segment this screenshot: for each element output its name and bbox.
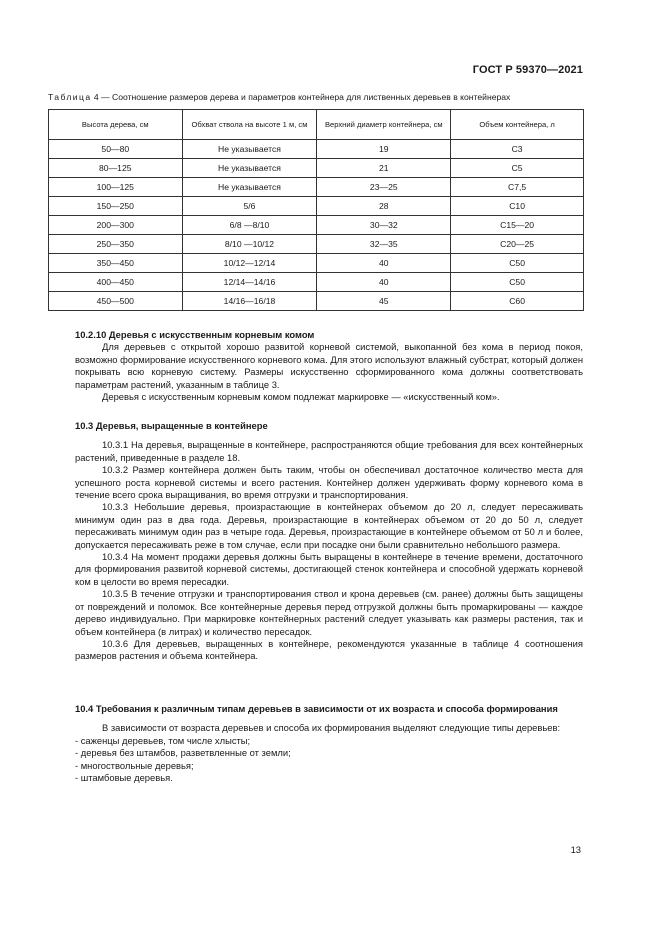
table-row [49, 197, 584, 216]
table-cell: 40 [317, 254, 451, 273]
section-heading: 10.4 Требования к различным типам деревьев в зависимости от их возраста и способа формирования [75, 703, 558, 714]
table-cell: 32—35 [317, 235, 451, 254]
tree-types-list [75, 735, 583, 785]
table-row [49, 140, 584, 159]
table-cell: Не указывается [182, 140, 317, 159]
table-row [49, 216, 584, 235]
paragraph: 10.3.4 На момент продажи деревья должны быть выращены в контейнере в течение времени, достаточного для формирования развитой корневой системы, достигающей стенок контейнера и способной удержать корневой ком в целости во время пересадки. [75, 551, 583, 587]
column-header-tree-height: Высота дерева, см [49, 110, 183, 140]
table-cell: 80—125 [49, 159, 183, 178]
table-cell: С50 [451, 273, 584, 292]
table-cell: 6/8 —8/10 [182, 216, 317, 235]
table-cell: С50 [451, 254, 584, 273]
table-cell: 40 [317, 273, 451, 292]
table-row [49, 292, 584, 311]
table-row [49, 178, 584, 197]
paragraph: 10.3.1 На деревья, выращенные в контейнере, распространяются общие требования для всех контейнерных растений, приведенные в разделе 18. [75, 439, 583, 463]
table-caption-label: Таблица [48, 92, 92, 102]
table-cell: 350—450 [49, 254, 183, 273]
table-cell: 5/6 [182, 197, 317, 216]
paragraph: Для деревьев с открытой хорошо развитой корневой системой, выкопанной без кома в период покоя, возможно формирование искусственного корневого кома. Для этого используют влажный субстрат, который должен покрывать всю корневую систему. Размеры искусственно сформированного кома должны соответствовать параметрам растений, указанным в таблице 3. [75, 341, 583, 390]
table-row [49, 159, 584, 178]
column-header-trunk-girth: Обхват ствола на высоте 1 м, см [182, 110, 317, 140]
table-cell: С5 [451, 159, 584, 178]
list-item: - штамбовые деревья. [75, 772, 173, 784]
table-row [49, 254, 584, 273]
page-number: 13 [570, 844, 581, 855]
table-cell: С20—25 [451, 235, 584, 254]
paragraph: 10.3.6 Для деревьев, выращенных в контейнере, рекомендуются указанные в таблице 4 соотношения размеров растения и объема контейнера. [75, 637, 583, 662]
section-10-2-10 [75, 329, 583, 403]
table-cell: 8/10 —10/12 [182, 235, 317, 254]
list-item: - саженцы деревьев, том числе хлысты; [75, 734, 251, 746]
table-cell: С60 [451, 292, 584, 311]
table-header-row [49, 110, 584, 140]
table-cell: 12/14—14/16 [182, 273, 317, 292]
table-cell: 45 [317, 292, 451, 311]
table-cell: 250—350 [49, 235, 183, 254]
table-cell: С15—20 [451, 216, 584, 235]
table-cell: С3 [451, 140, 584, 159]
paragraph: Деревья с искусственным корневым комом подлежат маркировке — «искусственный ком». [102, 391, 500, 403]
column-header-container-volume: Объем контейнера, л [451, 110, 584, 140]
table-cell: 21 [317, 159, 451, 178]
table-cell: 23—25 [317, 178, 451, 197]
table-cell: 100—125 [49, 178, 183, 197]
table-cell: Не указывается [182, 178, 317, 197]
section-heading: 10.2.10 Деревья с искусственным корневым комом [75, 329, 315, 340]
table-cell: 10/12—12/14 [182, 254, 317, 273]
size-ratio-table [48, 109, 584, 311]
table-cell: С7,5 [451, 178, 584, 197]
standard-number: ГОСТ Р 59370—2021 [472, 64, 583, 76]
paragraph: В зависимости от возраста деревьев и способа их формирования выделяют следующие типы деревьев: [102, 722, 561, 734]
table-cell: 19 [317, 140, 451, 159]
table-cell: С10 [451, 197, 584, 216]
table-cell: 28 [317, 197, 451, 216]
section-heading: 10.3 Деревья, выращенные в контейнере [75, 420, 268, 431]
table-caption-text: 4 — Соотношение размеров дерева и параметров контейнера для лиственных деревьев в контейнерах [91, 92, 511, 102]
table-body [49, 140, 584, 311]
paragraph: 10.3.3 Небольшие деревья, произрастающие в контейнерах объемом до 20 л, следует пересаживать минимум один раз в два года. Деревья, произрастающие в контейнерах объемом от 20 до 50 л, следует пересаживать минимум один раз в четыре года. Деревья, произрастающие в контейнере объемом от 50 л и более, допускается пересаживать реже в том случае, если при посадке они были сравнительно небольшого размера. [75, 501, 583, 550]
table-cell: Не указывается [182, 159, 317, 178]
table-cell: 150—250 [49, 197, 183, 216]
list-item: - многоствольные деревья; [75, 759, 194, 771]
table-cell: 200—300 [49, 216, 183, 235]
column-header-container-diameter: Верхний диаметр контейнера, см [317, 110, 451, 140]
table-cell: 400—450 [49, 273, 183, 292]
table-cell: 50—80 [49, 140, 183, 159]
section-10-4 [75, 703, 583, 784]
table-cell: 30—32 [317, 216, 451, 235]
table-cell: 450—500 [49, 292, 183, 311]
paragraph: 10.3.5 В течение отгрузки и транспортирования ствол и крона деревьев (см. ранее) должны быть защищены от повреждений и поломок. Все контейнерные деревья перед отгрузкой должны быть промаркированы — каждое дерево индивидуально. При маркировке контейнерных растений следует указывать как размеры растения, так и объем контейнера (в литрах) и количество пересадок. [75, 588, 583, 637]
paragraph: 10.3.2 Размер контейнера должен быть таким, чтобы он обеспечивал достаточное количество места для успешного роста корневой системы и всего растения. Контейнер должен удерживать форму корневого кома в течение всего срока выращивания, во время отгрузки и транспортирования. [75, 464, 583, 501]
table-cell: 14/16—16/18 [182, 292, 317, 311]
list-item: - деревья без штамбов, разветвленные от земли; [75, 747, 291, 759]
table-row [49, 235, 584, 254]
table-row [49, 273, 584, 292]
table-caption [48, 92, 588, 102]
section-10-3 [75, 420, 583, 663]
